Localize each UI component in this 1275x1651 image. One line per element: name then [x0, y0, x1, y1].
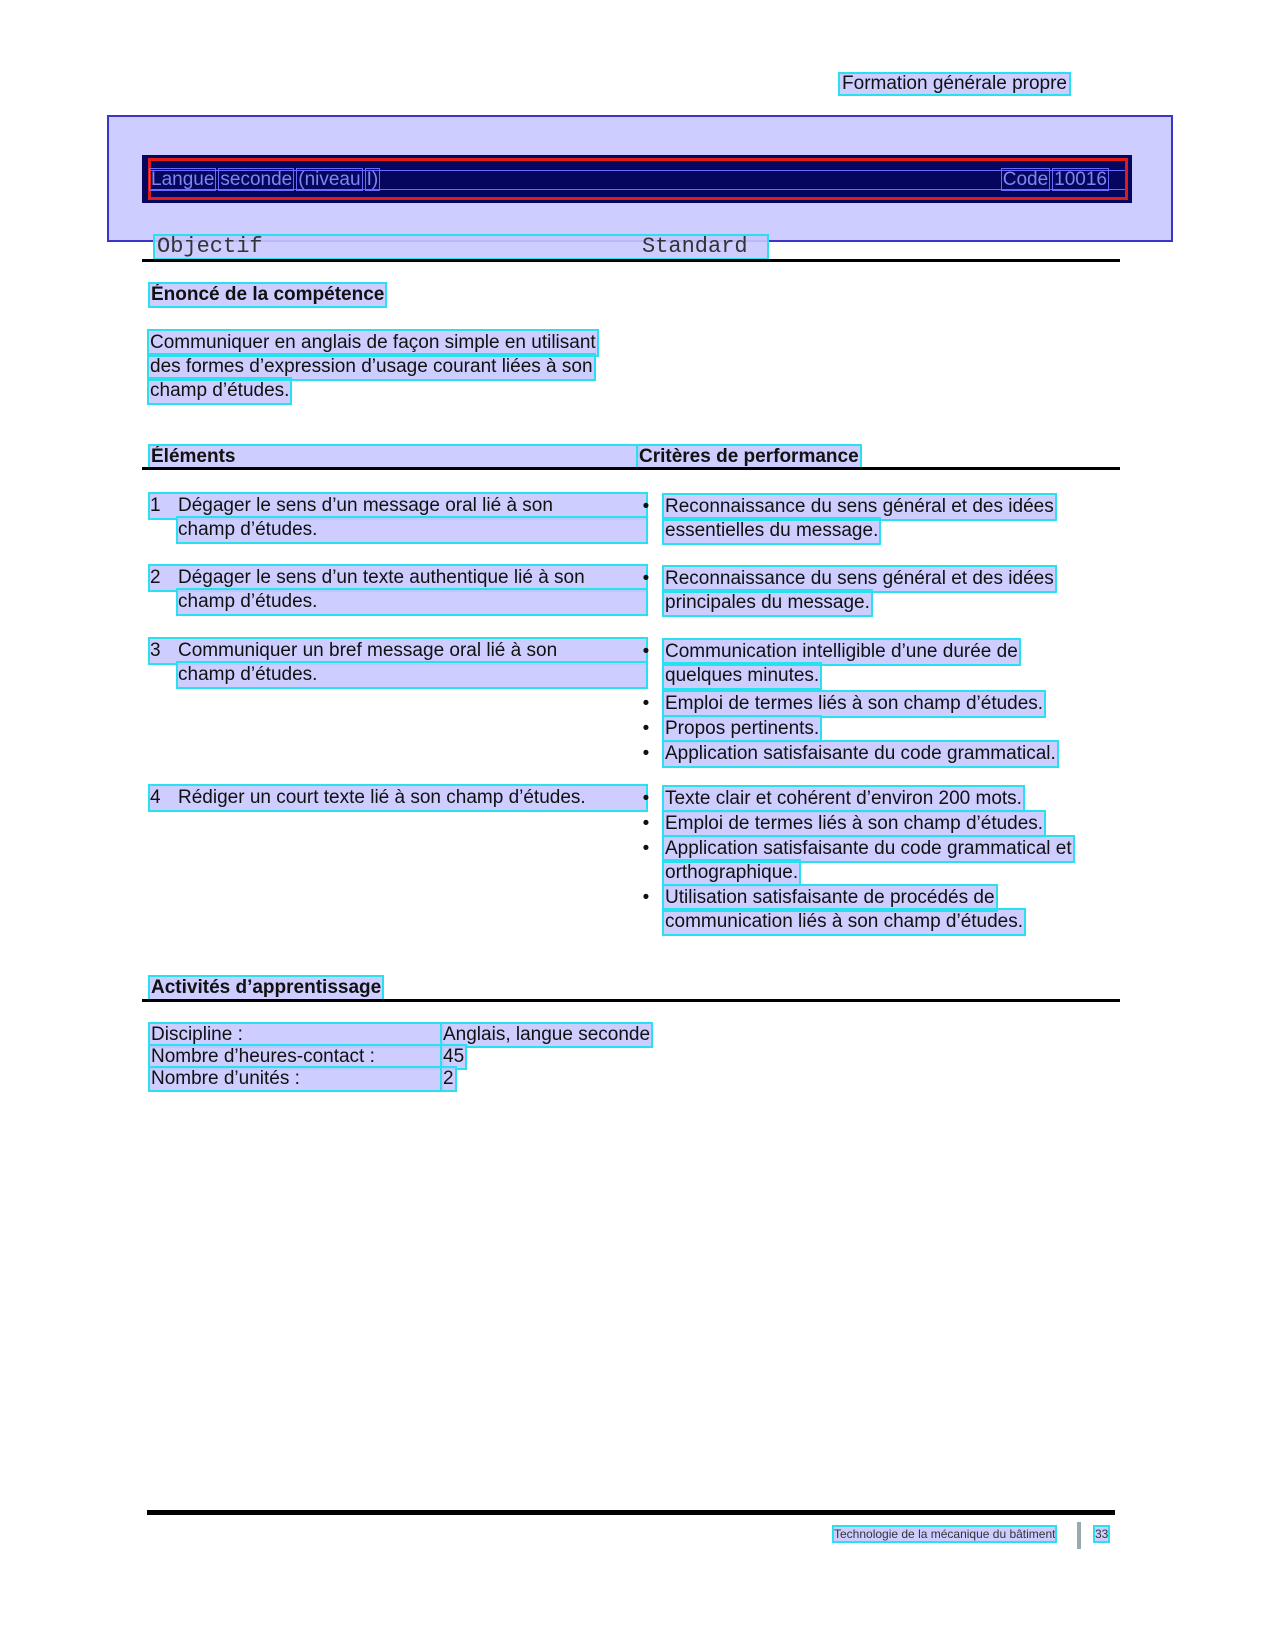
meta-row	[150, 1068, 455, 1090]
objectif-label: Objectif	[157, 234, 263, 259]
element-line: Dégager le sens d’un texte authentique lié à son	[178, 567, 585, 588]
criterion-line: quelques minutes.	[665, 665, 820, 686]
criterion	[638, 787, 1023, 811]
criterion-line: Communication intelligible d’une durée de	[665, 641, 1018, 662]
section-label: Formation générale propre	[842, 73, 1067, 94]
course-code	[1002, 169, 1112, 191]
footer-title: Technologie de la mécanique du bâtiment	[834, 1527, 1056, 1541]
criterion	[638, 886, 1024, 934]
course-code-word: 10016	[1054, 169, 1107, 190]
criterion	[638, 717, 820, 741]
course-title-word: I)	[366, 169, 379, 190]
element-line: champ d’études.	[178, 591, 318, 612]
element-number: 1	[150, 495, 161, 516]
competence-line: champ d’études.	[150, 380, 290, 401]
element-item-4	[150, 786, 646, 810]
meta-value: 45	[443, 1046, 465, 1067]
element-line: Communiquer un bref message oral lié à son	[178, 640, 558, 661]
meta-label: Discipline :	[150, 1024, 442, 1046]
criterion-line: Emploi de termes liés à son champ d’études.	[665, 693, 1044, 714]
course-title-word: seconde	[220, 169, 293, 190]
meta-row	[150, 1046, 465, 1068]
element-line: Dégager le sens d’un message oral lié à son	[178, 495, 553, 516]
competence-heading: Énoncé de la compétence	[151, 284, 385, 305]
criterion-line: Reconnaissance du sens général et des idées	[665, 568, 1054, 589]
element-number: 2	[150, 567, 161, 588]
competence-line: des formes d’expression d’usage courant liées à son	[150, 356, 593, 377]
bullet-icon: •	[642, 788, 650, 809]
meta-label: Nombre d’unités :	[150, 1068, 442, 1090]
criterion-line: Texte clair et cohérent d’environ 200 mots.	[665, 788, 1022, 809]
competence-text	[149, 331, 597, 403]
page-number: 33	[1095, 1527, 1109, 1541]
bullet-icon: •	[642, 718, 650, 739]
criterion	[638, 742, 1057, 766]
competence-line: Communiquer en anglais de façon simple en utilisant	[150, 332, 596, 353]
element-item-3	[150, 639, 646, 687]
divider	[142, 999, 1120, 1002]
column-headers	[155, 236, 767, 260]
meta-value: Anglais, langue seconde	[443, 1024, 651, 1045]
bullet-icon: •	[642, 496, 650, 517]
meta-label: Nombre d’heures-contact :	[150, 1046, 442, 1068]
criterion	[638, 495, 1055, 543]
bullet-icon: •	[642, 568, 650, 589]
course-title-word: Langue	[151, 169, 215, 190]
criterion	[638, 640, 1019, 688]
criterion-line: Utilisation satisfaisante de procédés de	[665, 887, 995, 908]
element-item-1	[150, 494, 646, 542]
criterion-line: communication liés à son champ d’études.	[665, 911, 1024, 932]
criterion-line: Reconnaissance du sens général et des idées	[665, 496, 1054, 517]
criterion-line: Emploi de termes liés à son champ d’études.	[665, 813, 1044, 834]
criterion-line: Application satisfaisante du code grammatical.	[665, 743, 1056, 764]
element-line: champ d’études.	[178, 519, 318, 540]
standard-label: Standard	[642, 234, 748, 259]
elements-heading: Éléments	[150, 446, 638, 468]
criterion-line: essentielles du message.	[665, 520, 879, 541]
element-number: 3	[150, 640, 161, 661]
footer-separator	[1077, 1522, 1081, 1549]
element-line: champ d’études.	[178, 664, 318, 685]
criterion	[638, 812, 1044, 836]
criterion	[638, 567, 1055, 615]
element-number: 4	[150, 787, 161, 808]
bullet-icon: •	[642, 813, 650, 834]
criteria-heading: Critères de performance	[639, 446, 859, 467]
divider	[142, 467, 1120, 470]
element-line: Rédiger un court texte lié à son champ d’études.	[178, 787, 586, 808]
footer-divider	[147, 1510, 1115, 1515]
meta-row	[150, 1024, 651, 1046]
criterion	[638, 837, 1073, 885]
bullet-icon: •	[642, 887, 650, 908]
criterion-line: principales du message.	[665, 592, 870, 613]
bullet-icon: •	[642, 641, 650, 662]
criterion-line: Application satisfaisante du code grammatical et	[665, 838, 1072, 859]
activities-heading: Activités d’apprentissage	[151, 977, 382, 998]
bullet-icon: •	[642, 838, 650, 859]
divider	[142, 259, 1120, 262]
course-code-word: Code	[1002, 169, 1049, 190]
bullet-icon: •	[642, 743, 650, 764]
criterion-line: Propos pertinents.	[665, 718, 820, 739]
meta-value: 2	[443, 1068, 454, 1089]
course-title-word: (niveau	[298, 169, 361, 190]
course-title	[150, 169, 383, 191]
element-item-2	[150, 566, 646, 614]
criterion-line: orthographique.	[665, 862, 799, 883]
criterion	[638, 692, 1044, 716]
bullet-icon: •	[642, 693, 650, 714]
